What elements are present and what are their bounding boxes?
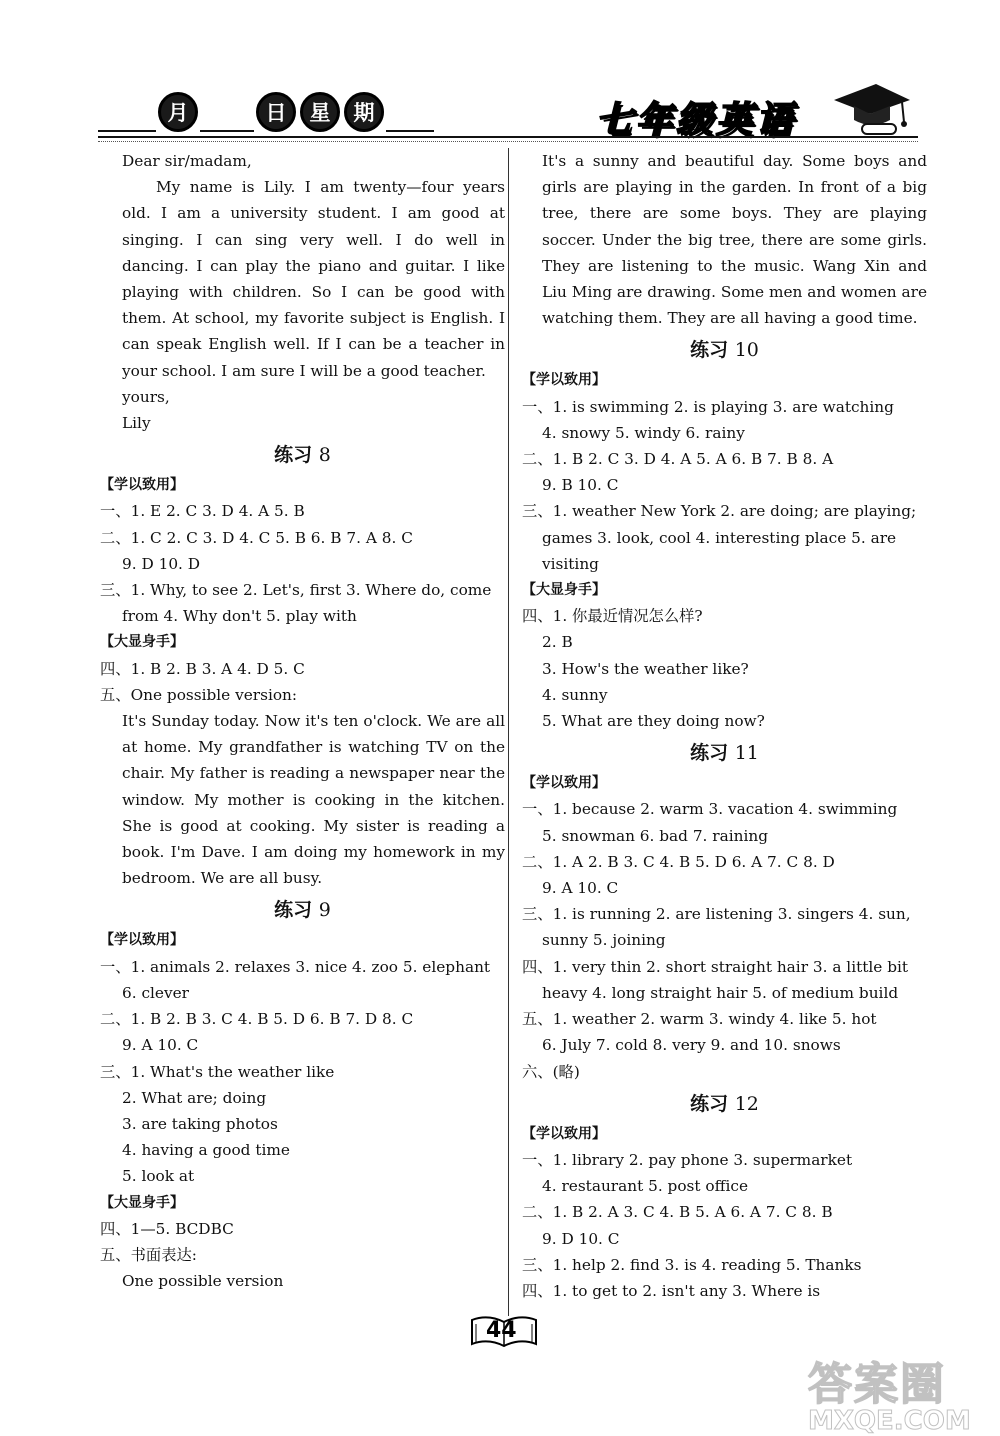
exercise-10-title: 练习 10: [690, 339, 759, 362]
answer-line: 四、1. 你最近情况怎么样?: [522, 607, 703, 626]
answer-line: 5. look at: [122, 1167, 195, 1186]
answer-line: from 4. Why don't 5. play with: [122, 607, 357, 626]
weekday-label-2: 期: [344, 92, 384, 132]
letter-signature: Lily: [122, 414, 151, 433]
page-header: [0, 0, 1000, 145]
answer-line: 9. D 10. C: [542, 1229, 620, 1248]
answer-line: 9. B 10. C: [542, 476, 619, 495]
letter-body: My name is Lily. I am twenty—four years old. I am a university student. I am good at singing. I can sing very well. I do well in dancing. I can play the piano and guitar. I like playing with children. So I can be good with them. At school, my favorite subject is English. I can speak English well. If I can be a teacher in your school. I am sure I will be a good teacher.: [122, 178, 505, 380]
section-label: 【学以致用】: [100, 477, 184, 494]
essay-paragraph: It's a sunny and beautiful day. Some boys and girls are playing in the garden. In front of a big tree, there are some boys. They are playing soccer. Under the big tree, there are some girls. They are listening to the music. Wang Xin and Liu Ming are drawing. Some men and women are watching them. They are all having a good time.: [542, 152, 927, 328]
month-label: 月: [158, 92, 198, 132]
answer-line: 一、1. is swimming 2. is playing 3. are watching: [522, 397, 894, 416]
answer-line: 二、1. A 2. B 3. C 4. B 5. D 6. A 7. C 8. D: [522, 852, 835, 871]
day-label: 日: [256, 92, 296, 132]
date-fields: [98, 96, 434, 132]
answer-line: 6. July 7. cold 8. very 9. and 10. snows: [542, 1036, 841, 1055]
answer-line: 四、1—5. BCDBC: [100, 1219, 234, 1238]
answer-line: 一、1. animals 2. relaxes 3. nice 4. zoo 5. elephant: [100, 957, 491, 976]
answer-line: games 3. look, cool 4. interesting place 5. are: [542, 528, 897, 547]
column-divider: [508, 148, 509, 1316]
answer-line: 9. A 10. C: [122, 1036, 199, 1055]
watermark: [808, 1348, 998, 1436]
exercise-9-title: 练习 9: [274, 899, 331, 922]
answer-line: One possible version: [122, 1272, 284, 1291]
answer-line: 一、1. library 2. pay phone 3. supermarket: [522, 1150, 853, 1169]
watermark-url: MXQE.COM: [808, 1406, 971, 1436]
answer-line: sunny 5. joining: [542, 931, 666, 950]
answer-line: 4. having a good time: [122, 1141, 290, 1160]
answer-line: 一、1. E 2. C 3. D 4. A 5. B: [100, 502, 305, 521]
answer-line: 4. snowy 5. windy 6. rainy: [542, 423, 745, 442]
answer-line: 五、1. weather 2. warm 3. windy 4. like 5. hot: [522, 1010, 877, 1029]
exercise-11-title: 练习 11: [690, 742, 759, 765]
answer-line: 二、1. B 2. C 3. D 4. A 5. A 6. B 7. B 8. A: [522, 450, 834, 469]
page-number: [468, 1314, 540, 1350]
answer-line: 二、1. B 2. B 3. C 4. B 5. D 6. B 7. D 8. C: [100, 1010, 414, 1029]
answer-line: 二、1. B 2. A 3. C 4. B 5. A 6. A 7. C 8. B: [522, 1203, 833, 1222]
answer-line: 五、书面表达:: [100, 1245, 197, 1264]
exercise-12-title: 练习 12: [690, 1092, 759, 1115]
answer-line: 3. How's the weather like?: [542, 659, 749, 678]
answer-line: visiting: [542, 554, 599, 573]
section-label: 【学以致用】: [522, 775, 606, 792]
section-label: 【学以致用】: [522, 372, 606, 389]
essay-paragraph: It's Sunday today. Now it's ten o'clock. We are all at home. My grandfather is watching TV on the chair. My father is reading a newspaper near the window. My mother is cooking in the kitchen. She is good at cooking. My sister is reading a book. I'm Dave. I am doing my homework in my bedroom. We are all busy.: [122, 712, 505, 888]
section-label: 【学以致用】: [522, 1125, 606, 1142]
answer-line: 三、1. help 2. find 3. is 4. reading 5. Thanks: [522, 1255, 862, 1274]
answer-line: 四、1. very thin 2. short straight hair 3. a little bit: [522, 957, 909, 976]
answer-line: 2. B: [542, 633, 573, 652]
letter-closing: yours,: [122, 387, 170, 406]
brand-title: 七年级英语: [596, 99, 797, 141]
answer-line: 4. sunny: [542, 685, 608, 704]
watermark-logo: 答案圈: [808, 1359, 946, 1410]
answer-line: 2. What are; doing: [122, 1088, 267, 1107]
answer-line: 5. snowman 6. bad 7. raining: [542, 826, 768, 845]
page-number-text: 44: [486, 1318, 517, 1343]
letter-greeting: Dear sir/madam,: [122, 152, 252, 170]
answer-line: 六、(略): [522, 1062, 580, 1081]
exercise-8-title: 练习 8: [274, 444, 331, 467]
answer-line: 一、1. because 2. warm 3. vacation 4. swimming: [522, 800, 898, 819]
right-column: [522, 148, 927, 1304]
section-label: 【大显身手】: [100, 634, 184, 651]
answer-line: 三、1. What's the weather like: [100, 1062, 335, 1081]
weekday-label-1: 星: [300, 92, 340, 132]
answer-line: heavy 4. long straight hair 5. of medium build: [542, 983, 899, 1002]
answer-line: 四、1. B 2. B 3. A 4. D 5. C: [100, 659, 305, 678]
section-label: 【学以致用】: [100, 932, 184, 949]
answer-line: 6. clever: [122, 983, 189, 1002]
answer-line: 4. restaurant 5. post office: [542, 1177, 748, 1196]
answer-line: 3. are taking photos: [122, 1114, 278, 1133]
answer-line: 三、1. Why, to see 2. Let's, first 3. Where do, come: [100, 581, 492, 600]
answer-line: 9. D 10. D: [122, 554, 201, 573]
answer-line: 9. A 10. C: [542, 879, 619, 898]
answer-line: 5. What are they doing now?: [542, 712, 765, 731]
section-label: 【大显身手】: [100, 1194, 184, 1211]
section-label: 【大显身手】: [522, 582, 606, 599]
answer-line: 二、1. C 2. C 3. D 4. C 5. B 6. B 7. A 8. C: [100, 528, 413, 547]
graduation-cap-icon: [832, 78, 912, 138]
answer-line: 三、1. weather New York 2. are doing; are playing;: [522, 502, 917, 521]
answer-line: 三、1. is running 2. are listening 3. singers 4. sun,: [522, 905, 911, 924]
answer-line: 五、One possible version:: [100, 685, 298, 704]
left-column: [100, 148, 505, 1294]
answer-line: 四、1. to get to 2. isn't any 3. Where is: [522, 1281, 821, 1300]
